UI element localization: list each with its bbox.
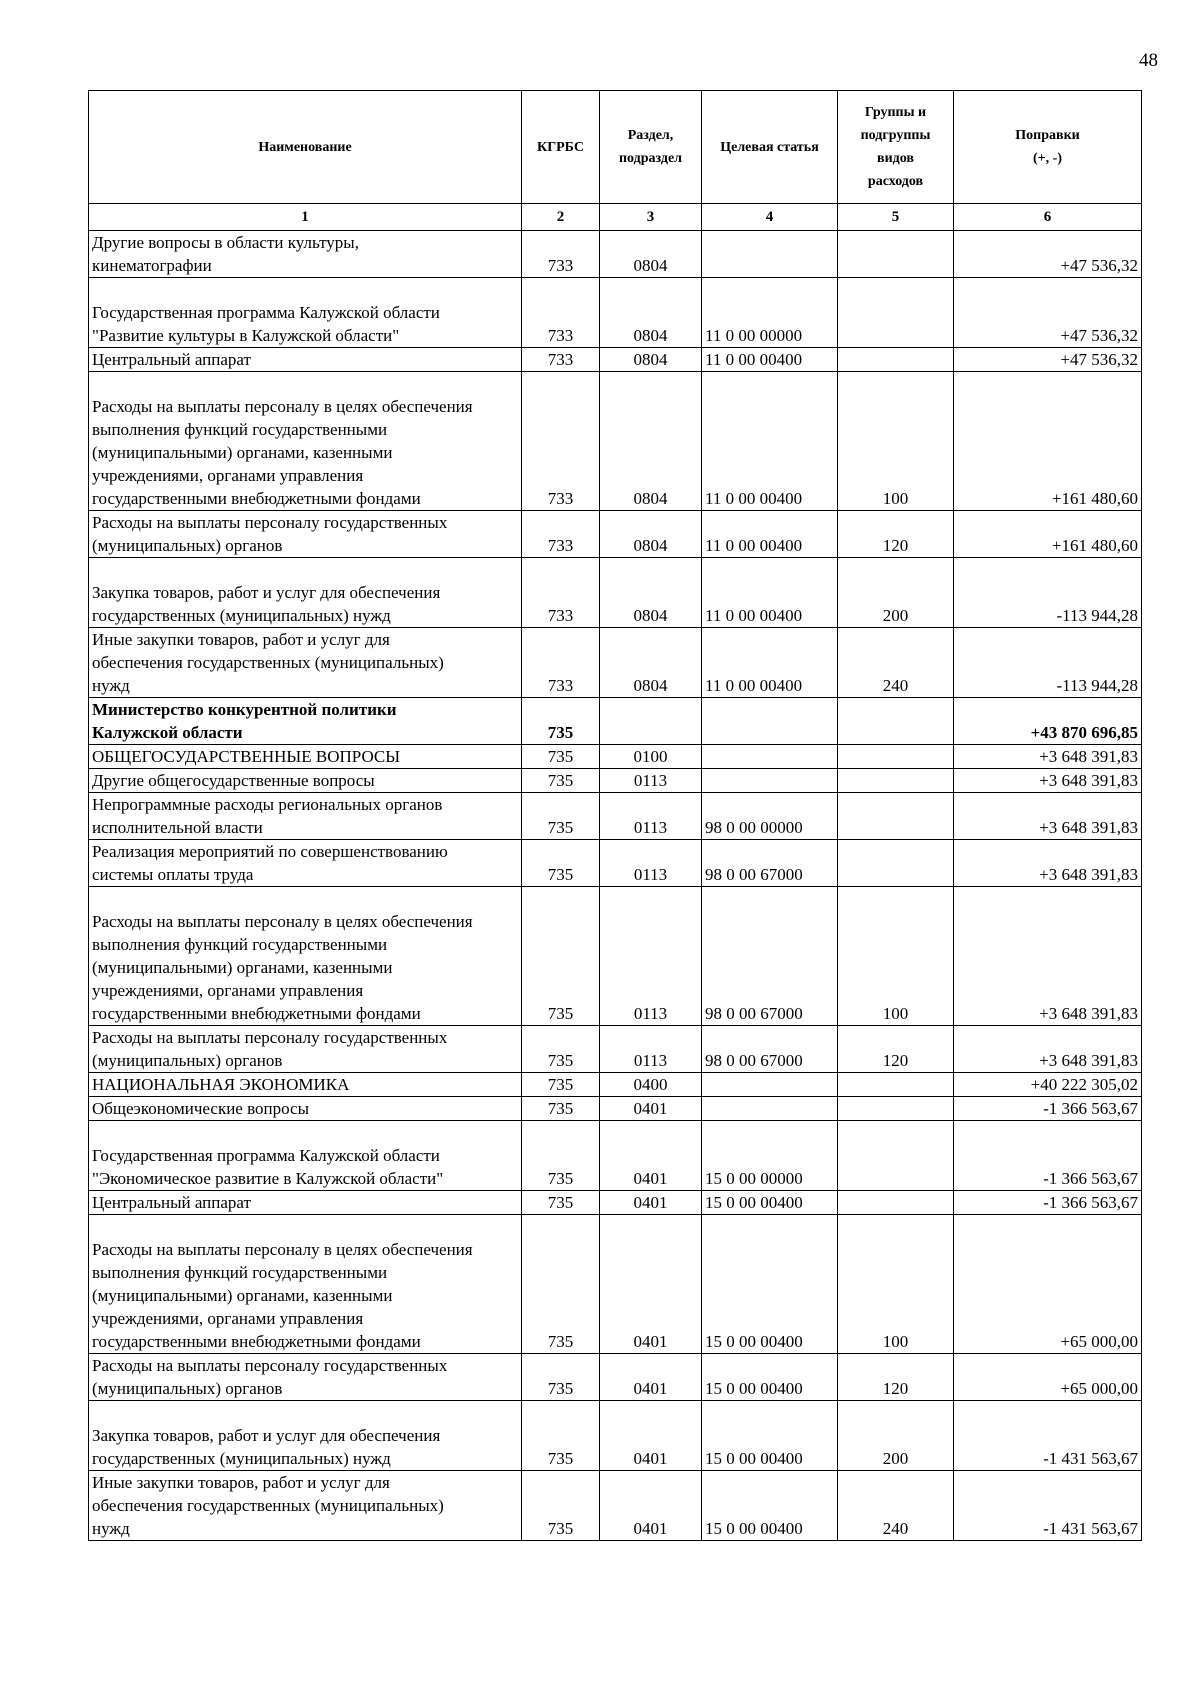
row-kgrbs: 735 bbox=[522, 1215, 600, 1354]
row-section: 0113 bbox=[600, 793, 702, 840]
row-kgrbs: 733 bbox=[522, 348, 600, 372]
row-name: Расходы на выплаты персоналу в целях обеспечения выполнения функций государственными (муниципальными) органами, казенными учреждениями, органами управления государственными внебюджетными фондами bbox=[89, 1215, 522, 1354]
row-section bbox=[600, 698, 702, 745]
row-name: Иные закупки товаров, работ и услуг для обеспечения государственных (муниципальных) нужд bbox=[89, 1471, 522, 1541]
row-name: Общеэкономические вопросы bbox=[89, 1097, 522, 1121]
row-kgrbs: 735 bbox=[522, 887, 600, 1026]
row-target-article: 15 0 00 00400 bbox=[702, 1471, 838, 1541]
row-section: 0804 bbox=[600, 372, 702, 511]
row-kgrbs: 735 bbox=[522, 1471, 600, 1541]
row-kgrbs: 735 bbox=[522, 745, 600, 769]
row-section: 0804 bbox=[600, 278, 702, 348]
row-amount: +43 870 696,85 bbox=[954, 698, 1142, 745]
table-row bbox=[89, 745, 1142, 769]
row-name: Закупка товаров, работ и услуг для обеспечения государственных (муниципальных) нужд bbox=[89, 1401, 522, 1471]
row-target-article: 11 0 00 00400 bbox=[702, 511, 838, 558]
row-kgrbs: 735 bbox=[522, 769, 600, 793]
table-row bbox=[89, 1471, 1142, 1541]
table-row bbox=[89, 558, 1142, 628]
row-amount: +47 536,32 bbox=[954, 348, 1142, 372]
row-section: 0804 bbox=[600, 558, 702, 628]
row-expense-group bbox=[838, 1121, 954, 1191]
table-row bbox=[89, 1073, 1142, 1097]
row-section: 0113 bbox=[600, 1026, 702, 1073]
row-target-article bbox=[702, 1097, 838, 1121]
header-row bbox=[89, 91, 1142, 204]
row-amount: +40 222 305,02 bbox=[954, 1073, 1142, 1097]
header-amount: Поправки (+, -) bbox=[954, 91, 1142, 204]
row-target-article: 15 0 00 00000 bbox=[702, 1121, 838, 1191]
table-row bbox=[89, 1401, 1142, 1471]
row-section: 0401 bbox=[600, 1191, 702, 1215]
row-target-article: 15 0 00 00400 bbox=[702, 1401, 838, 1471]
row-section: 0401 bbox=[600, 1121, 702, 1191]
row-amount: -1 431 563,67 bbox=[954, 1401, 1142, 1471]
page-number: 48 bbox=[1139, 50, 1158, 71]
budget-table bbox=[88, 90, 1142, 1541]
row-name: Другие общегосударственные вопросы bbox=[89, 769, 522, 793]
row-name: Непрограммные расходы региональных органов исполнительной власти bbox=[89, 793, 522, 840]
row-name: Расходы на выплаты персоналу государственных (муниципальных) органов bbox=[89, 1026, 522, 1073]
row-name: Закупка товаров, работ и услуг для обеспечения государственных (муниципальных) нужд bbox=[89, 558, 522, 628]
row-kgrbs: 735 bbox=[522, 840, 600, 887]
row-amount: -1 431 563,67 bbox=[954, 1471, 1142, 1541]
row-amount: +3 648 391,83 bbox=[954, 745, 1142, 769]
row-section: 0401 bbox=[600, 1471, 702, 1541]
table-row bbox=[89, 348, 1142, 372]
header-target: Целевая статья bbox=[702, 91, 838, 204]
row-expense-group: 120 bbox=[838, 1026, 954, 1073]
row-amount: +3 648 391,83 bbox=[954, 887, 1142, 1026]
table-row bbox=[89, 628, 1142, 698]
row-name: Государственная программа Калужской области "Развитие культуры в Калужской области" bbox=[89, 278, 522, 348]
row-target-article: 15 0 00 00400 bbox=[702, 1215, 838, 1354]
row-kgrbs: 733 bbox=[522, 372, 600, 511]
table-row bbox=[89, 372, 1142, 511]
row-kgrbs: 735 bbox=[522, 1097, 600, 1121]
row-name: Министерство конкурентной политики Калужской области bbox=[89, 698, 522, 745]
row-expense-group: 120 bbox=[838, 511, 954, 558]
row-name: Расходы на выплаты персоналу государственных (муниципальных) органов bbox=[89, 511, 522, 558]
row-expense-group bbox=[838, 698, 954, 745]
row-expense-group: 100 bbox=[838, 887, 954, 1026]
row-expense-group bbox=[838, 745, 954, 769]
column-number: 5 bbox=[838, 204, 954, 231]
row-kgrbs: 733 bbox=[522, 511, 600, 558]
row-expense-group bbox=[838, 1191, 954, 1215]
row-name: Расходы на выплаты персоналу в целях обеспечения выполнения функций государственными (муниципальными) органами, казенными учреждениями, органами управления государственными внебюджетными фондами bbox=[89, 887, 522, 1026]
row-target-article: 15 0 00 00400 bbox=[702, 1191, 838, 1215]
row-section: 0113 bbox=[600, 887, 702, 1026]
row-target-article: 11 0 00 00400 bbox=[702, 628, 838, 698]
row-kgrbs: 735 bbox=[522, 1121, 600, 1191]
column-number: 3 bbox=[600, 204, 702, 231]
row-amount: +3 648 391,83 bbox=[954, 793, 1142, 840]
row-amount: +3 648 391,83 bbox=[954, 769, 1142, 793]
row-target-article bbox=[702, 231, 838, 278]
row-amount: +65 000,00 bbox=[954, 1215, 1142, 1354]
row-target-article bbox=[702, 1073, 838, 1097]
row-section: 0113 bbox=[600, 840, 702, 887]
row-expense-group bbox=[838, 231, 954, 278]
row-target-article: 11 0 00 00400 bbox=[702, 558, 838, 628]
row-section: 0401 bbox=[600, 1401, 702, 1471]
row-amount: -1 366 563,67 bbox=[954, 1121, 1142, 1191]
row-name: Расходы на выплаты персоналу государственных (муниципальных) органов bbox=[89, 1354, 522, 1401]
row-amount: +3 648 391,83 bbox=[954, 840, 1142, 887]
row-kgrbs: 733 bbox=[522, 278, 600, 348]
column-number: 4 bbox=[702, 204, 838, 231]
row-target-article: 11 0 00 00400 bbox=[702, 372, 838, 511]
row-kgrbs: 735 bbox=[522, 1191, 600, 1215]
row-name: Расходы на выплаты персоналу в целях обеспечения выполнения функций государственными (муниципальными) органами, казенными учреждениями, органами управления государственными внебюджетными фондами bbox=[89, 372, 522, 511]
row-expense-group bbox=[838, 769, 954, 793]
row-section: 0804 bbox=[600, 231, 702, 278]
row-target-article: 98 0 00 67000 bbox=[702, 887, 838, 1026]
column-number-row bbox=[89, 204, 1142, 231]
row-kgrbs: 733 bbox=[522, 628, 600, 698]
row-target-article: 11 0 00 00400 bbox=[702, 348, 838, 372]
row-target-article: 15 0 00 00400 bbox=[702, 1354, 838, 1401]
header-name: Наименование bbox=[89, 91, 522, 204]
column-number: 6 bbox=[954, 204, 1142, 231]
table-row bbox=[89, 1354, 1142, 1401]
row-expense-group bbox=[838, 1097, 954, 1121]
row-kgrbs: 735 bbox=[522, 1026, 600, 1073]
row-name: Центральный аппарат bbox=[89, 348, 522, 372]
row-expense-group: 200 bbox=[838, 1401, 954, 1471]
row-amount: -1 366 563,67 bbox=[954, 1097, 1142, 1121]
row-expense-group bbox=[838, 1073, 954, 1097]
row-expense-group: 240 bbox=[838, 628, 954, 698]
row-name: Центральный аппарат bbox=[89, 1191, 522, 1215]
row-target-article: 98 0 00 67000 bbox=[702, 1026, 838, 1073]
row-target-article bbox=[702, 698, 838, 745]
row-name: Государственная программа Калужской области "Экономическое развитие в Калужской области" bbox=[89, 1121, 522, 1191]
row-section: 0401 bbox=[600, 1097, 702, 1121]
table-row bbox=[89, 840, 1142, 887]
row-expense-group: 100 bbox=[838, 1215, 954, 1354]
row-target-article bbox=[702, 745, 838, 769]
row-section: 0804 bbox=[600, 348, 702, 372]
table-row bbox=[89, 769, 1142, 793]
row-name: Другие вопросы в области культуры, кинематографии bbox=[89, 231, 522, 278]
column-number: 1 bbox=[89, 204, 522, 231]
row-target-article: 98 0 00 67000 bbox=[702, 840, 838, 887]
row-kgrbs: 735 bbox=[522, 698, 600, 745]
row-expense-group: 200 bbox=[838, 558, 954, 628]
table-row bbox=[89, 231, 1142, 278]
table-row bbox=[89, 1191, 1142, 1215]
table-row bbox=[89, 793, 1142, 840]
row-section: 0113 bbox=[600, 769, 702, 793]
row-amount: +47 536,32 bbox=[954, 278, 1142, 348]
row-section: 0401 bbox=[600, 1215, 702, 1354]
row-name: НАЦИОНАЛЬНАЯ ЭКОНОМИКА bbox=[89, 1073, 522, 1097]
row-section: 0401 bbox=[600, 1354, 702, 1401]
table-row bbox=[89, 1121, 1142, 1191]
row-expense-group bbox=[838, 793, 954, 840]
table-row bbox=[89, 278, 1142, 348]
table-row bbox=[89, 511, 1142, 558]
table-row bbox=[89, 1097, 1142, 1121]
row-kgrbs: 735 bbox=[522, 1354, 600, 1401]
row-kgrbs: 733 bbox=[522, 558, 600, 628]
row-target-article: 98 0 00 00000 bbox=[702, 793, 838, 840]
header-group: Группы и подгруппы видов расходов bbox=[838, 91, 954, 204]
table-row bbox=[89, 887, 1142, 1026]
row-expense-group bbox=[838, 348, 954, 372]
row-amount: +65 000,00 bbox=[954, 1354, 1142, 1401]
row-expense-group bbox=[838, 278, 954, 348]
row-kgrbs: 735 bbox=[522, 1401, 600, 1471]
row-amount: +3 648 391,83 bbox=[954, 1026, 1142, 1073]
row-amount: -113 944,28 bbox=[954, 558, 1142, 628]
row-section: 0100 bbox=[600, 745, 702, 769]
row-section: 0804 bbox=[600, 511, 702, 558]
row-amount: +47 536,32 bbox=[954, 231, 1142, 278]
row-expense-group bbox=[838, 840, 954, 887]
table-row bbox=[89, 698, 1142, 745]
row-section: 0804 bbox=[600, 628, 702, 698]
row-expense-group: 120 bbox=[838, 1354, 954, 1401]
row-target-article: 11 0 00 00000 bbox=[702, 278, 838, 348]
header-kgrbs: КГРБС bbox=[522, 91, 600, 204]
column-number: 2 bbox=[522, 204, 600, 231]
row-name: Реализация мероприятий по совершенствованию системы оплаты труда bbox=[89, 840, 522, 887]
row-name: Иные закупки товаров, работ и услуг для обеспечения государственных (муниципальных) нужд bbox=[89, 628, 522, 698]
row-amount: -1 366 563,67 bbox=[954, 1191, 1142, 1215]
row-amount: +161 480,60 bbox=[954, 372, 1142, 511]
row-target-article bbox=[702, 769, 838, 793]
row-kgrbs: 735 bbox=[522, 793, 600, 840]
row-kgrbs: 735 bbox=[522, 1073, 600, 1097]
table-row bbox=[89, 1026, 1142, 1073]
row-section: 0400 bbox=[600, 1073, 702, 1097]
table-row bbox=[89, 1215, 1142, 1354]
row-amount: +161 480,60 bbox=[954, 511, 1142, 558]
row-expense-group: 100 bbox=[838, 372, 954, 511]
row-name: ОБЩЕГОСУДАРСТВЕННЫЕ ВОПРОСЫ bbox=[89, 745, 522, 769]
header-section: Раздел, подраздел bbox=[600, 91, 702, 204]
row-expense-group: 240 bbox=[838, 1471, 954, 1541]
row-amount: -113 944,28 bbox=[954, 628, 1142, 698]
row-kgrbs: 733 bbox=[522, 231, 600, 278]
